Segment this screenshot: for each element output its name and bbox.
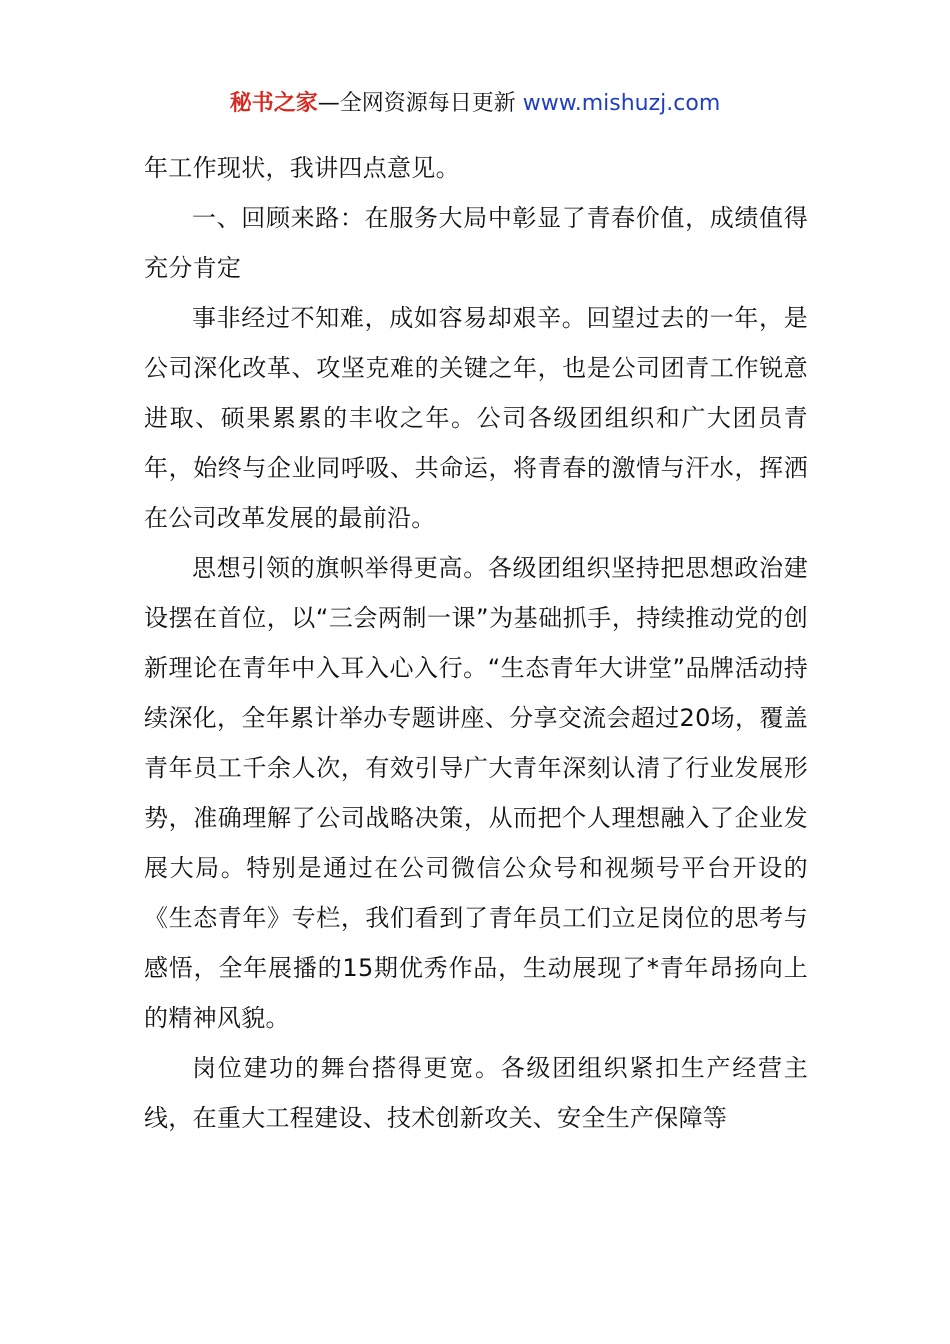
- paragraph: 事非经过不知难，成如容易却艰辛。回望过去的一年，是公司深化改革、攻坚克难的关键之年，也是公司团青工作锐意进取、硕果累累的丰收之年。公司各级团组织和广大团员青年，始终与企业同呼吸、共命运，将青春的激情与汗水，挥洒在公司改革发展的最前沿。: [144, 304, 808, 532]
- document-body: [144, 143, 808, 1143]
- paragraph: 思想引领的旗帜举得更高。各级团组织坚持把思想政治建设摆在首位，以“三会两制一课”为基础抓手，持续推动党的创新理论在青年中入耳入心入行。“生态青年大讲堂”品牌活动持续深化，全年累计举办专题讲座、分享交流会超过20场，覆盖青年员工千余人次，有效引导广大青年深刻认清了行业发展形势，准确理解了公司战略决策，从而把个人理想融入了企业发展大局。特别是通过在公司微信公众号和视频号平台开设的《生态青年》专栏，我们看到了青年员工们立足岗位的思考与感悟，全年展播的15期优秀作品，生动展现了*青年昂扬向上的精神风貌。: [144, 554, 808, 1032]
- site-tagline: —全网资源每日更新: [317, 91, 523, 116]
- section-heading: 一、回顾来路：在服务大局中彰显了青春价值，成绩值得充分肯定: [144, 204, 808, 282]
- site-header: [0, 88, 950, 120]
- site-brand: 秘书之家: [229, 91, 318, 116]
- paragraph: 岗位建功的舞台搭得更宽。各级团组织紧扣生产经营主线，在重大工程建设、技术创新攻关、安全生产保障等: [144, 1054, 808, 1132]
- site-url-link[interactable]: www.mishuzj.com: [522, 91, 721, 116]
- paragraph-continuation: 年工作现状，我讲四点意见。: [144, 154, 460, 182]
